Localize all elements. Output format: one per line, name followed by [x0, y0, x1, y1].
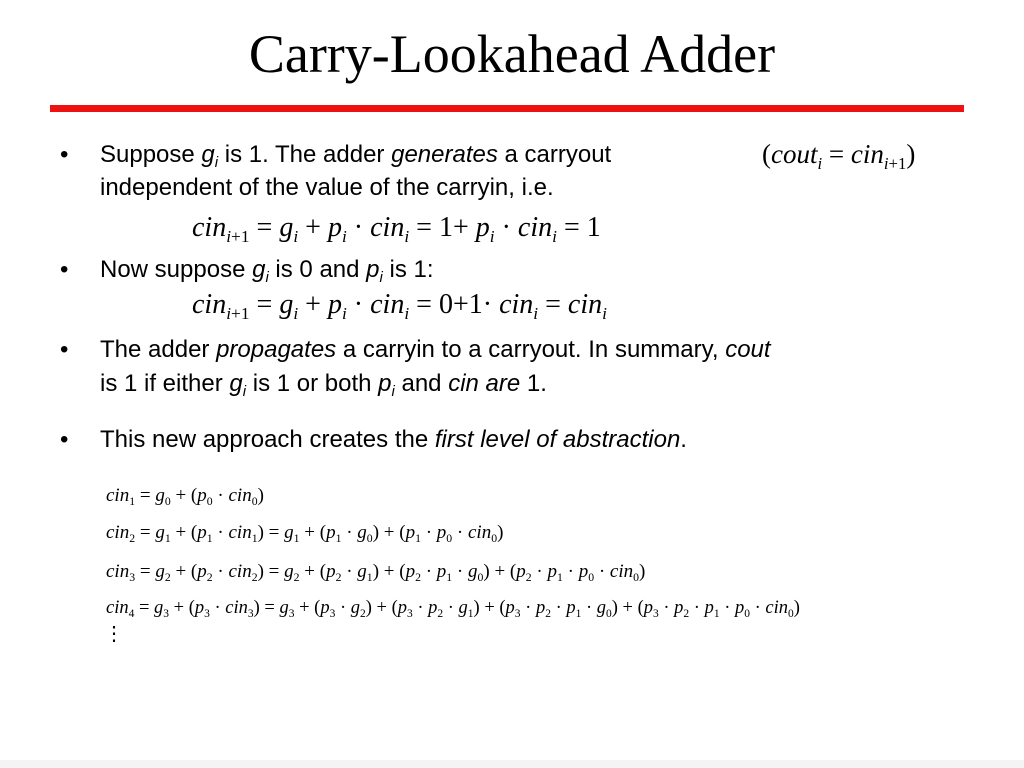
bullet-3-line-1: The adder propagates a carryin to a carryout. In summary, cout: [100, 336, 771, 363]
equation-propagate: $cin_{i+1} = g_i + p_i \cdot cin_i = 0+1\cdot cin_i = cin_i$: [192, 289, 607, 324]
cout-cin-note: (cout$_i$ = cin$_{i+1}$): [762, 139, 916, 173]
bullet-3-line-2: is 1 if either $g_i$ is 1 or both $p_i$ and cin are 1.: [100, 370, 547, 401]
equation-cin2: $cin_2 = g_1 + (p_1 \cdot cin_1) = g_1 + (p_1 \cdot g_0) + (p_1 \cdot p_0 \cdot cin_0)$: [106, 522, 504, 546]
continuation-dots: ⋮: [104, 623, 124, 645]
bullet-1-line-1: Suppose $g_i$ is 1. The adder generates a carryout: [100, 141, 612, 172]
bullet-1-line-2: independent of the value of the carryin, i.e.: [100, 174, 554, 201]
slide-title: Carry-Lookahead Adder: [248, 24, 776, 84]
bullet-4-line-1: This new approach creates the first level of abstraction.: [100, 426, 687, 453]
bullet-marker: •: [60, 336, 69, 363]
slide-bottom-edge: [0, 760, 1024, 768]
equation-generate: $cin_{i+1} = g_i + p_i \cdot cin_i = 1+ p_i \cdot cin_i = 1$: [192, 212, 601, 247]
equation-cin4: $cin_4 = g_3 + (p_3 \cdot cin_3) = g_3 + (p_3 \cdot g_2) + (p_3 \cdot p_2 \cdot g_1) + (p_3 \cdot p_2 \cdot p_1 \cdot g_0) + (p_3 \cdot p_2 \cdot p_1 \cdot p_0 \cdot cin_0)$: [106, 598, 800, 620]
bullet-marker: •: [60, 256, 69, 283]
bullet-marker: •: [60, 426, 69, 453]
bullet-marker: •: [60, 141, 69, 168]
equation-cin1: $cin_1 = g_0 + (p_0 \cdot cin_0)$: [106, 485, 264, 509]
title-underline: [50, 105, 964, 112]
bullet-2-line-1: Now suppose $g_i$ is 0 and $p_i$ is 1:: [100, 256, 434, 287]
equation-cin3: $cin_3 = g_2 + (p_2 \cdot cin_2) = g_2 + (p_2 \cdot g_1) + (p_2 \cdot p_1 \cdot g_0) + (p_2 \cdot p_1 \cdot p_0 \cdot cin_0)$: [106, 561, 646, 585]
